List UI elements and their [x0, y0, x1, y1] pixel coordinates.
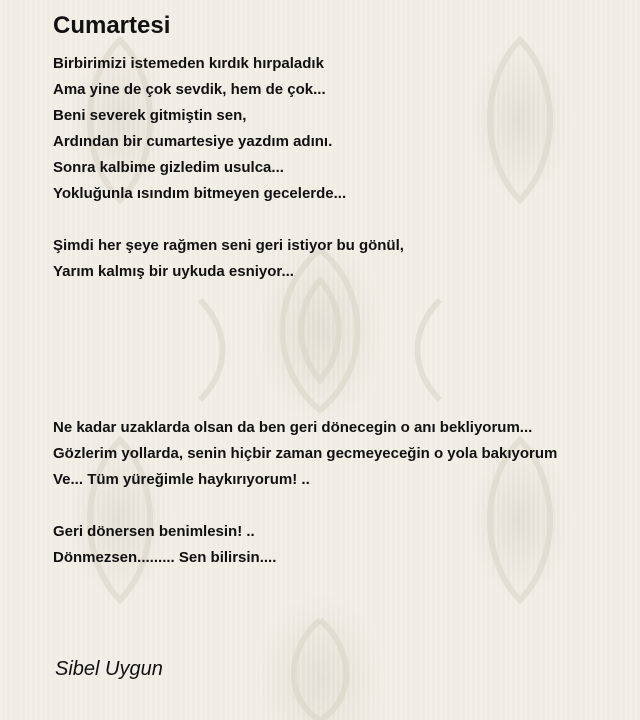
stanza-3 [53, 415, 628, 493]
poem-line: Ve... Tüm yüreğimle haykırıyorum! .. [53, 471, 310, 488]
stanza-2 [53, 233, 628, 285]
poem-title: Cumartesi [53, 12, 171, 39]
poem-line: Ne kadar uzaklarda olsan da ben geri dönecegin o anı bekliyorum... [53, 419, 533, 436]
stanza-1 [53, 51, 628, 207]
poem-line: Sonra kalbime gizledim usulca... [53, 159, 284, 176]
poem-line: Ardından bir cumartesiye yazdım adını. [53, 133, 333, 150]
poem-line: Yokluğunla ısındım bitmeyen gecelerde... [53, 185, 347, 202]
poem-container [53, 10, 628, 571]
poem-line: Birbirimizi istemeden kırdık hırpaladık [53, 55, 324, 72]
poem-line: Dönmezsen......... Sen bilirsin.... [53, 549, 277, 566]
poem-line: Yarım kalmış bir uykuda esniyor... [53, 263, 294, 280]
poem-line: Gözlerim yollarda, senin hiçbir zaman gecmeyeceğin o yola bakıyorum [53, 445, 558, 462]
stanza-4 [53, 519, 628, 571]
poem-line: Ama yine de çok sevdik, hem de çok... [53, 81, 326, 98]
poem-line: Beni severek gitmiştin sen, [53, 107, 247, 124]
poem-line: Şimdi her şeye rağmen seni geri istiyor bu gönül, [53, 237, 404, 254]
poem-line: Geri dönersen benimlesin! .. [53, 523, 255, 540]
author-name: Sibel Uygun [55, 658, 163, 680]
